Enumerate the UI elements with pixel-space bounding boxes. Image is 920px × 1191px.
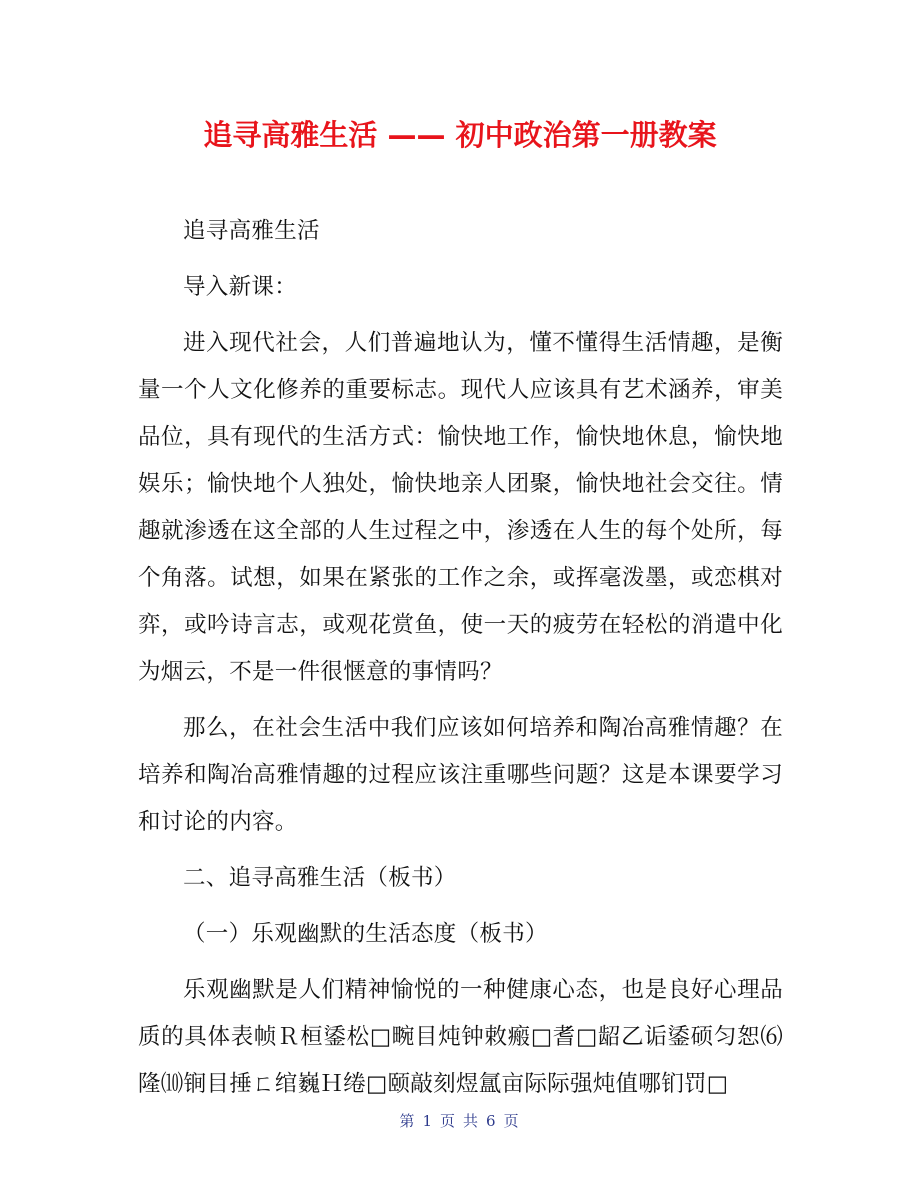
page-title: 追寻高雅生活 —— 初中政治第一册教案 (203, 118, 717, 152)
document-body (138, 208, 783, 1117)
footer-middle-a: 页 (439, 1112, 457, 1130)
body-paragraph: 那么，在社会生活中我们应该如何培养和陶冶高雅情趣？在培养和陶冶高雅情趣的过程应该注重哪些问题？这是本课要学习和讨论的内容。 (138, 715, 783, 835)
footer-total-pages: 6 (486, 1112, 498, 1130)
intro-label: 导入新课： (183, 274, 298, 300)
footer-suffix: 页 (503, 1112, 521, 1130)
subsection-heading: （一）乐观幽默的生活态度（板书） (183, 921, 548, 947)
section-heading: 二、追寻高雅生活（板书） (183, 865, 457, 891)
body-paragraph: 进入现代社会，人们普遍地认为，懂不懂得生活情趣，是衡量一个人文化修养的重要标志。现代人应该具有艺术涵养，审美品位，具有现代的生活方式：愉快地工作，愉快地休息，愉快地娱乐；愉快地个人独处，愉快地亲人团聚，愉快地社会交往。情趣就渗透在这全部的人生过程之中，渗透在人生的每个处所，每个角落。试想，如果在紧张的工作之余，或挥毫泼墨，或恋棋对弈，或吟诗言志，或观花赏鱼，使一天的疲劳在轻松的消遣中化为烟云，不是一件很惬意的事情吗？ (138, 330, 783, 685)
section-title: 追寻高雅生活 (183, 218, 320, 244)
page-footer (0, 1110, 920, 1131)
footer-prefix: 第 (399, 1112, 417, 1130)
body-paragraph: 乐观幽默是人们精神愉悦的一种健康心态，也是良好心理品质的具体表帧Ｒ桓鋈松□畹目炖钟敕瘢□耆□龆乙诟鋈硕匀恕⑹隆⑽锏目捶ㄈ绾巍Ｈ绻□颐敲刻煜氲亩际际强炖值哪钔罚□ (138, 977, 783, 1097)
footer-middle-b: 共 (463, 1112, 481, 1130)
footer-page-number: 1 (422, 1112, 434, 1130)
